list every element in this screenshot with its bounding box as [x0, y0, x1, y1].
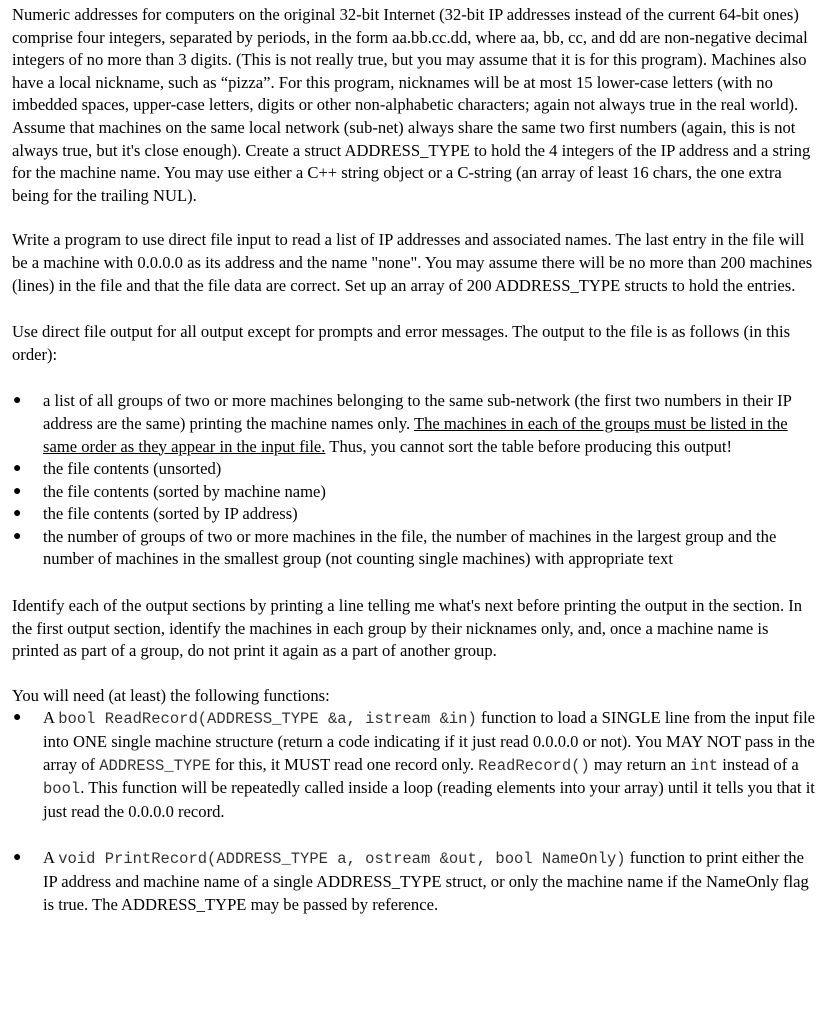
functions-list-2: [12, 847, 818, 916]
intro-paragraph: Numeric addresses for computers on the original 32-bit Internet (32-bit IP addresses instead of the current 64-bit ones) comprise four integers, separated by periods, in the form aa.bb.cc.dd, where aa, bb, cc, and dd are non-negative decimal integers of no more than 3 digits. (This is not really true, but you may assume that it is for this program). Machines also have a local nickname, such as “pizza”. For this program, nicknames will be at most 15 lower-case letters (with no imbedded spaces, upper-case letters, digits or other non-alphabetic characters; again not always true in the real world). Assume that machines on the same local network (sub-net) always share the same two first numbers (again, this is not always true, but it's close enough). Create a struct ADDRESS_TYPE to hold the 4 integers of the IP address and a string for the machine name. You may use either a C++ string object or a C-string (an array of least 16 chars, the one extra being for the trailing NUL).: [12, 5, 811, 205]
bullet-icon: ●: [13, 461, 22, 477]
bullet-icon: ●: [13, 528, 22, 544]
code-snippet: bool: [43, 780, 81, 799]
bullet-icon: ●: [13, 483, 22, 499]
list-item-text: a list of all groups of two or more machines belonging to the same sub-network (the first two numbers in their IP address are the same) printing the machine names only.: [43, 391, 792, 433]
list-item: [12, 707, 818, 823]
fn-text: A: [43, 848, 59, 868]
list-item: [12, 526, 818, 571]
output-order-list: [12, 390, 818, 571]
fn-text: function to load a SINGLE line from the input file into ONE single machine structure (return a code indicating if it just read 0.0.0.0 or not). You MAY NOT pass in the array of: [43, 708, 816, 774]
code-snippet: int: [690, 756, 719, 775]
fn-text: instead of a: [718, 754, 799, 774]
list-item-text: Thus, you cannot sort the table before producing this output!: [325, 436, 733, 456]
functions-list: [12, 707, 818, 823]
code-snippet: ADDRESS_TYPE: [99, 756, 211, 775]
code-snippet: bool ReadRecord(ADDRESS_TYPE &a, istream &in): [58, 710, 477, 729]
list-item: [12, 847, 818, 916]
fn-text: may return an: [589, 754, 691, 774]
list-item-text: the file contents (sorted by machine name): [43, 481, 326, 501]
bullet-icon: ●: [13, 710, 22, 726]
fn-text: for this, it MUST read one record only.: [210, 754, 479, 774]
list-item: [12, 458, 818, 481]
list-item: [12, 390, 818, 458]
list-item: [12, 503, 818, 526]
bullet-icon: ●: [13, 393, 22, 409]
code-snippet: ReadRecord(): [478, 756, 590, 775]
identify-paragraph: Identify each of the output sections by printing a line telling me what's next before printing the output in the section. In the first output section, identify the machines in each group by their nicknames only, and, once a machine name is printed as part of a group, do not print it again as a part of another group.: [12, 596, 803, 661]
list-item-text: the number of groups of two or more machines in the file, the number of machines in the largest group and the number of machines in the smallest group (not counting single machines) with appropriate text: [43, 526, 777, 569]
fn-text: function to print either the IP address and machine name of a single ADDRESS_TYPE struct, or only the machine name if the NameOnly flag is true. The ADDRESS_TYPE may be passed by reference.: [43, 848, 809, 914]
fn-text: . This function will be repeatedly called inside a loop (reading elements into your array) until it tells you that it just read the 0.0.0.0 record.: [43, 778, 815, 821]
list-item-text: the file contents (unsorted): [43, 459, 222, 479]
bullet-icon: ●: [13, 850, 22, 866]
functions-intro: You will need (at least) the following functions:: [12, 685, 330, 705]
underlined-requirement: The machines in each of the groups must be listed in the same order as they appear in the input file.: [43, 413, 788, 456]
code-snippet: void PrintRecord(ADDRESS_TYPE a, ostream &out, bool NameOnly): [58, 850, 626, 869]
bullet-icon: ●: [13, 506, 22, 522]
output-paragraph: Use direct file output for all output except for prompts and error messages. The output to the file is as follows (in this order):: [12, 322, 791, 364]
list-item-text: the file contents (sorted by IP address): [43, 504, 298, 524]
list-item: [12, 481, 818, 504]
fn-text: A: [43, 708, 59, 728]
program-paragraph: Write a program to use direct file input to read a list of IP addresses and associated names. The last entry in the file will be a machine with 0.0.0.0 as its address and the name "none". You may assume there will be no more than 200 machines (lines) in the file and that the file data are correct. Set up an array of 200 ADDRESS_TYPE structs to hold the entries.: [12, 230, 813, 295]
